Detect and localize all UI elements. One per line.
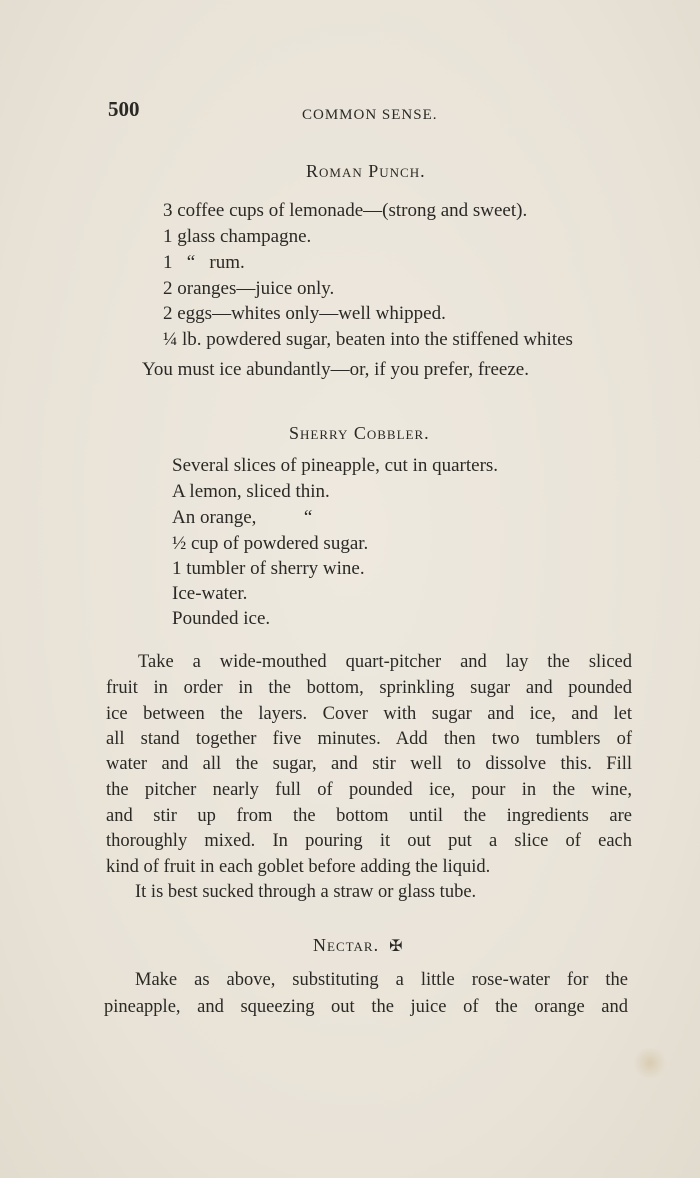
paragraph-line: the pitcher nearly full of pounded ice, pour in the wine, bbox=[106, 780, 632, 800]
paragraph-line: kind of fruit in each goblet before adding the liquid. bbox=[106, 857, 491, 877]
ingredient-line: 1 “ rum. bbox=[163, 252, 245, 273]
ingredient-line: ½ cup of powdered sugar. bbox=[172, 533, 369, 554]
paragraph-line: fruit in order in the bottom, sprinkling sugar and pounded bbox=[106, 678, 632, 698]
paragraph-line: pineapple, and squeezing out the juice of the orange and bbox=[104, 997, 628, 1017]
ingredient-line: Pounded ice. bbox=[172, 608, 271, 629]
page-number: 500 bbox=[108, 97, 140, 121]
paragraph-line: ice between the layers. Cover with sugar and ice, and let bbox=[106, 704, 632, 724]
closing-line: It is best sucked through a straw or glass tube. bbox=[135, 882, 477, 902]
ingredient-line: 2 eggs—whites only—well whipped. bbox=[163, 303, 446, 324]
ingredient-line: A lemon, sliced thin. bbox=[172, 481, 330, 502]
paragraph-line: Make as above, substituting a little rose-water for the bbox=[135, 970, 628, 990]
maltese-cross-icon: ✠ bbox=[389, 938, 404, 955]
ingredient-line: 3 coffee cups of lemonade—(strong and sweet). bbox=[163, 200, 528, 221]
paragraph-line: thoroughly mixed. In pouring it out put a slice of each bbox=[106, 831, 632, 851]
recipe-title-sherry-cobbler: Sherry Cobbler. bbox=[289, 423, 430, 443]
recipe-note: You must ice abundantly—or, if you prefer, freeze. bbox=[142, 359, 529, 380]
ingredient-line: 2 oranges—juice only. bbox=[163, 278, 335, 299]
recipe-title-roman-punch: Roman Punch. bbox=[306, 161, 426, 181]
ingredient-line: Several slices of pineapple, cut in quarters. bbox=[172, 455, 499, 476]
paper-stain bbox=[632, 1048, 668, 1078]
ingredient-line: Ice-water. bbox=[172, 583, 248, 604]
ingredient-line: 1 tumbler of sherry wine. bbox=[172, 558, 365, 579]
ingredient-line: ¼ lb. powdered sugar, beaten into the stiffened whites bbox=[163, 329, 573, 350]
paragraph-line: water and all the sugar, and stir well to dissolve this. Fill bbox=[106, 754, 632, 774]
paragraph-line: and stir up from the bottom until the ingredients are bbox=[106, 806, 632, 826]
paragraph-line: all stand together five minutes. Add then two tumblers of bbox=[106, 729, 632, 749]
paragraph-line: Take a wide-mouthed quart-pitcher and lay the sliced bbox=[138, 652, 632, 672]
nectar-title-text: Nectar. bbox=[313, 935, 380, 955]
running-title: COMMON SENSE. bbox=[302, 107, 438, 123]
ingredient-line: 1 glass champagne. bbox=[163, 226, 312, 247]
recipe-title-nectar bbox=[313, 934, 403, 956]
ingredient-line: An orange, “ bbox=[172, 507, 313, 528]
